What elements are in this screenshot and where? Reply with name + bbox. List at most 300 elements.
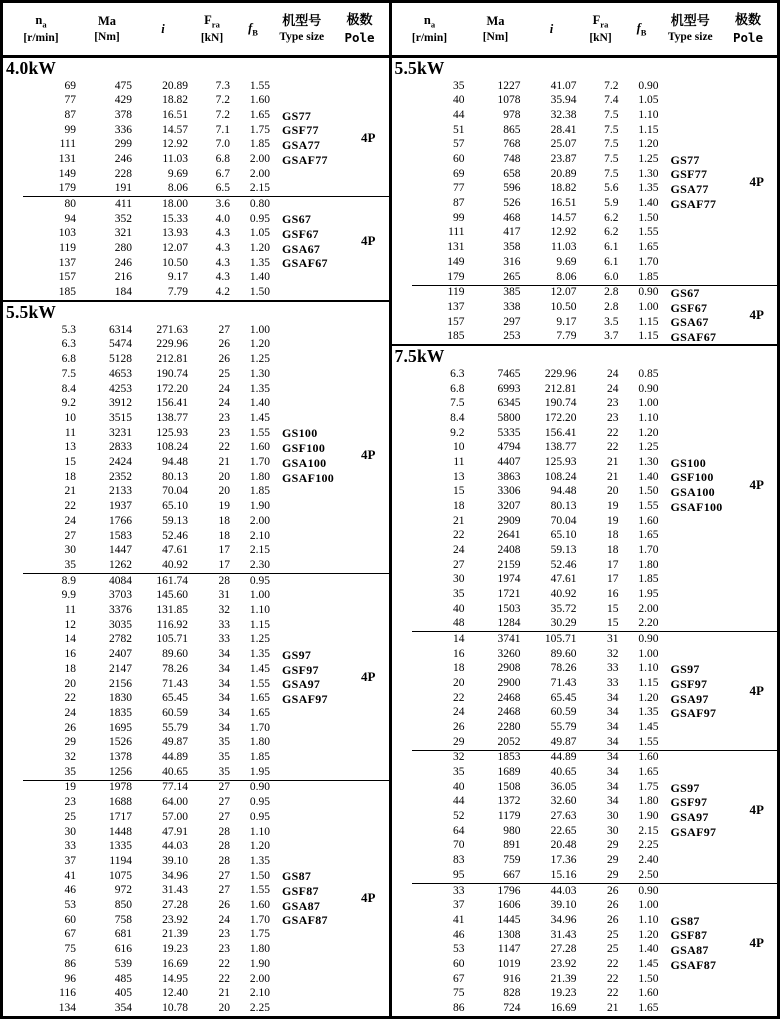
table-row bbox=[392, 226, 778, 241]
cell-na: 96 bbox=[64, 972, 76, 985]
cell-i: 23.87 bbox=[550, 153, 577, 166]
cell-type: GSAF77 bbox=[670, 196, 717, 211]
cell-fra: 33 bbox=[607, 677, 619, 690]
cell-i: 60.59 bbox=[162, 706, 188, 719]
cell-fra: 34 bbox=[218, 706, 230, 719]
cell-i: 16.69 bbox=[550, 1001, 577, 1014]
cell-i: 108.24 bbox=[544, 470, 577, 483]
cell-ma: 1194 bbox=[109, 854, 132, 867]
table-row bbox=[3, 470, 389, 485]
cell-ma: 724 bbox=[503, 1001, 521, 1014]
cell-i: 16.69 bbox=[162, 957, 188, 970]
cell-ma: 246 bbox=[114, 256, 132, 269]
cell-i: 271.63 bbox=[156, 323, 188, 336]
table-row bbox=[392, 854, 778, 869]
cell-ma: 354 bbox=[114, 1001, 132, 1014]
cell-fb: 2.10 bbox=[249, 529, 270, 542]
table-row bbox=[3, 397, 389, 412]
cell-fb: 1.65 bbox=[638, 1001, 659, 1014]
table-row bbox=[392, 587, 778, 602]
pole-label: 4P bbox=[749, 173, 764, 189]
cell-na: 7.5 bbox=[450, 397, 465, 410]
cell-fra: 34 bbox=[607, 691, 619, 704]
column-header-na bbox=[3, 12, 79, 45]
cell-fb: 1.00 bbox=[638, 647, 659, 660]
cell-na: 41 bbox=[64, 869, 76, 882]
cell-fb: 1.30 bbox=[638, 167, 659, 180]
cell-fra: 23 bbox=[218, 426, 230, 439]
cell-na: 60 bbox=[453, 153, 465, 166]
cell-i: 35.94 bbox=[550, 94, 577, 107]
cell-ma: 1147 bbox=[497, 943, 521, 956]
cell-na: 75 bbox=[453, 987, 465, 1000]
cell-ma: 828 bbox=[503, 987, 521, 1000]
cell-na: 16 bbox=[64, 648, 76, 661]
cell-fra: 7.1 bbox=[215, 123, 230, 136]
cell-fra: 29 bbox=[607, 854, 619, 867]
cell-ma: 1766 bbox=[109, 514, 132, 527]
table-row bbox=[3, 884, 389, 899]
cell-na: 14 bbox=[453, 633, 465, 646]
cell-fb: 1.15 bbox=[638, 123, 659, 136]
cell-na: 15 bbox=[453, 485, 465, 498]
table-row bbox=[392, 913, 778, 928]
table-row bbox=[392, 255, 778, 270]
cell-type: GSA100 bbox=[670, 485, 715, 500]
cell-i: 20.89 bbox=[162, 79, 188, 92]
cell-i: 77.14 bbox=[162, 781, 188, 794]
table-row bbox=[392, 972, 778, 987]
cell-i: 12.40 bbox=[162, 987, 188, 1000]
cell-i: 27.28 bbox=[162, 899, 188, 912]
cell-fra: 23 bbox=[218, 943, 230, 956]
cell-fb: 1.00 bbox=[249, 589, 270, 602]
cell-i: 78.26 bbox=[162, 662, 188, 675]
column-header-unit: Pole bbox=[344, 29, 375, 45]
cell-fra: 27 bbox=[218, 869, 230, 882]
table-row bbox=[3, 455, 389, 470]
cell-fb: 0.80 bbox=[249, 197, 270, 210]
cell-i: 80.13 bbox=[550, 499, 577, 512]
cell-i: 12.07 bbox=[550, 286, 577, 299]
cell-na: 83 bbox=[453, 854, 465, 867]
cell-fra: 7.2 bbox=[604, 79, 619, 92]
cell-ma: 1853 bbox=[497, 751, 521, 764]
cell-ma: 6345 bbox=[497, 397, 521, 410]
cell-fb: 1.90 bbox=[638, 810, 659, 823]
cell-i: 35.72 bbox=[550, 602, 577, 615]
cell-ma: 1721 bbox=[497, 588, 521, 601]
cell-fra: 7.3 bbox=[215, 79, 230, 92]
cell-i: 138.77 bbox=[156, 411, 188, 424]
table-row bbox=[392, 485, 778, 500]
cell-na: 48 bbox=[453, 617, 465, 630]
cell-type: GSAF100 bbox=[282, 470, 335, 485]
table-row bbox=[392, 241, 778, 256]
cell-fra: 3.7 bbox=[604, 330, 619, 343]
cell-type: GSAF67 bbox=[282, 256, 328, 271]
cell-fra: 34 bbox=[218, 692, 230, 705]
cell-fb: 2.25 bbox=[638, 839, 659, 852]
column-header-fb bbox=[233, 20, 273, 39]
cell-fb: 2.50 bbox=[638, 868, 659, 881]
cell-fb: 2.15 bbox=[638, 824, 659, 837]
cell-fra: 22 bbox=[607, 987, 619, 1000]
cell-ma: 768 bbox=[503, 138, 521, 151]
cell-na: 185 bbox=[58, 286, 76, 299]
cell-ma: 1335 bbox=[109, 840, 132, 853]
cell-fb: 1.50 bbox=[638, 485, 659, 498]
cell-type: GSA87 bbox=[282, 898, 321, 913]
cell-i: 212.81 bbox=[544, 382, 577, 395]
table-row bbox=[392, 182, 778, 197]
column-header-label: $f_B$ bbox=[248, 20, 258, 38]
cell-na: 27 bbox=[453, 558, 465, 571]
cell-na: 131 bbox=[447, 241, 465, 254]
cell-i: 71.43 bbox=[162, 677, 188, 690]
cell-ma: 1503 bbox=[497, 602, 521, 615]
cell-ma: 5128 bbox=[109, 353, 132, 366]
cell-na: 23 bbox=[64, 796, 76, 809]
cell-fra: 6.1 bbox=[604, 241, 619, 254]
cell-na: 40 bbox=[453, 780, 465, 793]
cell-i: 71.43 bbox=[550, 677, 577, 690]
table-row bbox=[3, 182, 389, 197]
cell-ma: 1526 bbox=[109, 736, 132, 749]
cell-fb: 1.70 bbox=[638, 544, 659, 556]
cell-fra: 18 bbox=[607, 544, 619, 556]
cell-type: GSA100 bbox=[282, 455, 327, 470]
cell-na: 22 bbox=[64, 500, 76, 513]
power-section bbox=[3, 58, 389, 300]
cell-na: 5.3 bbox=[61, 323, 76, 336]
cell-na: 51 bbox=[453, 123, 465, 136]
cell-fb: 1.70 bbox=[249, 456, 270, 469]
table-row bbox=[392, 543, 778, 558]
cell-fb: 1.20 bbox=[638, 691, 659, 704]
cell-i: 31.43 bbox=[550, 928, 577, 941]
cell-i: 190.74 bbox=[544, 397, 577, 410]
cell-i: 161.74 bbox=[156, 574, 188, 587]
cell-fra: 32 bbox=[607, 647, 619, 660]
cell-ma: 1445 bbox=[497, 913, 521, 926]
cell-ma: 1835 bbox=[109, 706, 132, 719]
cell-ma: 3515 bbox=[109, 411, 132, 424]
table-row bbox=[392, 780, 778, 795]
cell-fra: 33 bbox=[218, 633, 230, 646]
cell-ma: 1688 bbox=[109, 796, 132, 809]
table-row bbox=[3, 736, 389, 751]
cell-ma: 338 bbox=[503, 300, 521, 313]
cell-na: 67 bbox=[453, 972, 465, 985]
cell-fra: 17 bbox=[218, 558, 230, 571]
column-header-label: Ma bbox=[486, 14, 505, 29]
table-row bbox=[3, 426, 389, 441]
cell-na: 149 bbox=[447, 255, 465, 268]
cell-fb: 2.00 bbox=[249, 167, 270, 180]
table-row bbox=[3, 677, 389, 692]
cell-i: 34.96 bbox=[162, 869, 188, 882]
cell-i: 9.17 bbox=[167, 271, 188, 284]
cell-na: 44 bbox=[453, 795, 465, 808]
cell-fra: 21 bbox=[607, 455, 619, 468]
cell-i: 65.10 bbox=[550, 529, 577, 542]
column-header-unit: [kN] bbox=[200, 31, 224, 44]
table-row bbox=[392, 573, 778, 588]
cell-fra: 31 bbox=[218, 589, 230, 602]
cell-na: 15 bbox=[64, 456, 76, 469]
table-row bbox=[3, 928, 389, 943]
cell-na: 9.2 bbox=[450, 426, 465, 439]
table-row bbox=[392, 632, 778, 647]
cell-fra: 4.2 bbox=[215, 286, 230, 299]
cell-ma: 2407 bbox=[109, 648, 132, 661]
column-header-label: $n_a$ bbox=[423, 13, 436, 30]
cell-type: GSAF97 bbox=[670, 824, 717, 839]
cell-ma: 316 bbox=[503, 255, 521, 268]
cell-fra: 22 bbox=[607, 426, 619, 439]
cell-fb: 1.35 bbox=[249, 382, 270, 395]
section-title: 7.5kW bbox=[394, 346, 445, 367]
cell-ma: 1378 bbox=[109, 751, 132, 764]
cell-fb: 1.60 bbox=[249, 441, 270, 454]
cell-fra: 4.3 bbox=[215, 227, 230, 240]
cell-na: 10 bbox=[453, 441, 465, 454]
cell-type: GS100 bbox=[282, 426, 318, 441]
cell-ma: 681 bbox=[114, 928, 132, 941]
cell-ma: 1284 bbox=[497, 617, 521, 630]
cell-na: 6.3 bbox=[61, 338, 76, 351]
cell-type: GSA97 bbox=[282, 677, 321, 692]
pole-label: 4P bbox=[361, 447, 376, 463]
cell-fra: 34 bbox=[607, 766, 619, 779]
cell-fb: 1.25 bbox=[638, 153, 659, 166]
cell-ma: 280 bbox=[114, 242, 132, 254]
cell-type: GSF77 bbox=[282, 123, 319, 138]
cell-ma: 336 bbox=[114, 123, 132, 136]
cell-na: 179 bbox=[58, 182, 76, 195]
cell-fra: 22 bbox=[218, 957, 230, 970]
cell-na: 30 bbox=[64, 544, 76, 557]
cell-type: GS97 bbox=[670, 780, 700, 795]
data-block bbox=[3, 79, 389, 196]
cell-ma: 265 bbox=[503, 270, 521, 283]
cell-fra: 6.5 bbox=[215, 182, 230, 195]
table-half-left bbox=[3, 3, 392, 1016]
column-header-unit: [r/min] bbox=[23, 31, 59, 44]
table-row bbox=[3, 957, 389, 972]
table-row bbox=[392, 367, 778, 382]
cell-na: 35 bbox=[453, 766, 465, 779]
table-row bbox=[3, 750, 389, 765]
cell-i: 9.69 bbox=[167, 167, 188, 180]
cell-i: 40.92 bbox=[550, 588, 577, 601]
cell-fb: 1.00 bbox=[638, 899, 659, 912]
column-header-label: $f_B$ bbox=[636, 20, 647, 38]
cell-type: GSF67 bbox=[670, 300, 708, 315]
cell-fra: 35 bbox=[218, 765, 230, 778]
cell-fra: 3.6 bbox=[215, 197, 230, 210]
cell-fra: 21 bbox=[218, 987, 230, 1000]
table-row bbox=[392, 706, 778, 721]
table-row bbox=[3, 212, 389, 227]
cell-na: 149 bbox=[58, 167, 76, 180]
cell-fb: 0.90 bbox=[638, 286, 659, 299]
cell-fra: 6.7 bbox=[215, 167, 230, 180]
cell-fb: 0.95 bbox=[249, 212, 270, 225]
cell-ma: 1179 bbox=[497, 810, 521, 823]
table-row bbox=[3, 692, 389, 707]
cell-na: 32 bbox=[453, 751, 465, 764]
table-row bbox=[3, 411, 389, 426]
cell-fb: 0.95 bbox=[249, 796, 270, 809]
column-header-label: 极数 bbox=[346, 12, 373, 28]
cell-ma: 2408 bbox=[497, 544, 521, 556]
cell-ma: 3912 bbox=[109, 397, 132, 410]
cell-i: 31.43 bbox=[162, 884, 188, 897]
cell-na: 18 bbox=[453, 499, 465, 512]
cell-na: 8.9 bbox=[61, 574, 76, 587]
cell-fra: 4.3 bbox=[215, 242, 230, 254]
cell-type: GSAF67 bbox=[670, 330, 717, 345]
cell-na: 134 bbox=[58, 1001, 76, 1014]
table-row bbox=[3, 338, 389, 353]
table-row bbox=[392, 108, 778, 123]
cell-fra: 7.5 bbox=[604, 138, 619, 151]
cell-fra: 34 bbox=[218, 648, 230, 661]
table-row bbox=[3, 840, 389, 855]
cell-ma: 1372 bbox=[497, 795, 521, 808]
table-row bbox=[392, 1001, 778, 1016]
table-half-right bbox=[392, 3, 778, 1016]
table-row bbox=[3, 913, 389, 928]
cell-fb: 1.65 bbox=[249, 692, 270, 705]
cell-fb: 0.95 bbox=[249, 810, 270, 823]
cell-fra: 20 bbox=[607, 485, 619, 498]
cell-na: 157 bbox=[58, 271, 76, 284]
cell-type: GSF87 bbox=[670, 928, 708, 943]
cell-na: 6.3 bbox=[450, 367, 465, 380]
cell-fb: 1.50 bbox=[638, 211, 659, 224]
table-row bbox=[392, 300, 778, 315]
cell-fra: 27 bbox=[218, 796, 230, 809]
column-header-label: $F_{ra}$ bbox=[592, 13, 609, 30]
column-header-pole bbox=[719, 12, 777, 46]
cell-na: 29 bbox=[64, 736, 76, 749]
cell-fra: 28 bbox=[218, 825, 230, 838]
cell-ma: 7465 bbox=[497, 367, 521, 380]
cell-na: 40 bbox=[453, 94, 465, 107]
cell-fb: 2.40 bbox=[638, 854, 659, 867]
cell-na: 60 bbox=[64, 913, 76, 926]
cell-fb: 1.20 bbox=[249, 338, 270, 351]
cell-i: 64.00 bbox=[162, 796, 188, 809]
cell-na: 137 bbox=[447, 300, 465, 313]
cell-ma: 411 bbox=[115, 197, 132, 210]
cell-type: GSAF100 bbox=[670, 499, 723, 514]
cell-na: 57 bbox=[453, 138, 465, 151]
cell-i: 12.07 bbox=[162, 242, 188, 254]
column-header-ma bbox=[468, 13, 524, 44]
column-header-unit: [kN] bbox=[589, 31, 612, 44]
cell-i: 18.82 bbox=[550, 182, 577, 195]
cell-fra: 6.8 bbox=[215, 152, 230, 165]
cell-fb: 2.00 bbox=[249, 972, 270, 985]
table-row bbox=[3, 781, 389, 796]
cell-ma: 5800 bbox=[497, 411, 521, 424]
cell-na: 9.9 bbox=[61, 589, 76, 602]
cell-ma: 3306 bbox=[497, 485, 521, 498]
cell-fra: 18 bbox=[218, 514, 230, 527]
cell-fb: 1.20 bbox=[638, 928, 659, 941]
data-block bbox=[3, 323, 389, 573]
cell-na: 52 bbox=[453, 810, 465, 823]
column-header-label: $n_a$ bbox=[35, 13, 47, 30]
cell-fra: 24 bbox=[218, 397, 230, 410]
cell-fra: 18 bbox=[607, 529, 619, 542]
cell-ma: 850 bbox=[114, 899, 132, 912]
cell-fra: 17 bbox=[218, 544, 230, 557]
cell-type: GSA67 bbox=[670, 315, 709, 330]
cell-fra: 34 bbox=[607, 721, 619, 734]
cell-na: 137 bbox=[58, 256, 76, 269]
table-row bbox=[392, 411, 778, 426]
cell-type: GSA77 bbox=[670, 182, 709, 197]
cell-i: 21.39 bbox=[550, 972, 577, 985]
cell-ma: 1583 bbox=[109, 529, 132, 542]
cell-fra: 17 bbox=[607, 573, 619, 586]
column-header-i bbox=[524, 21, 580, 37]
section-title: 5.5kW bbox=[394, 58, 445, 78]
table-row bbox=[3, 167, 389, 182]
cell-fb: 1.55 bbox=[249, 426, 270, 439]
cell-i: 138.77 bbox=[544, 441, 577, 454]
cell-fb: 1.25 bbox=[249, 633, 270, 646]
cell-fra: 26 bbox=[218, 338, 230, 351]
cell-fra: 29 bbox=[607, 868, 619, 881]
cell-fra: 26 bbox=[218, 899, 230, 912]
cell-type: GSF87 bbox=[282, 884, 319, 899]
cell-na: 37 bbox=[64, 854, 76, 867]
cell-i: 9.69 bbox=[556, 255, 577, 268]
cell-i: 145.60 bbox=[156, 589, 188, 602]
cell-fb: 1.00 bbox=[249, 323, 270, 336]
table-row bbox=[3, 285, 389, 300]
table-row bbox=[3, 618, 389, 633]
cell-na: 69 bbox=[453, 167, 465, 180]
cell-i: 7.79 bbox=[167, 286, 188, 299]
column-header-unit: Pole bbox=[732, 29, 764, 45]
cell-na: 119 bbox=[59, 242, 76, 254]
cell-ma: 352 bbox=[114, 212, 132, 225]
cell-type: GS67 bbox=[282, 212, 312, 227]
cell-fb: 0.90 bbox=[638, 633, 659, 646]
cell-i: 10.50 bbox=[550, 300, 577, 313]
cell-fb: 1.20 bbox=[638, 426, 659, 439]
cell-fb: 1.75 bbox=[249, 928, 270, 941]
cell-na: 26 bbox=[64, 721, 76, 734]
cell-ma: 299 bbox=[114, 138, 132, 151]
cell-fb: 1.55 bbox=[638, 226, 659, 239]
cell-type: GS100 bbox=[670, 455, 707, 470]
cell-fb: 1.85 bbox=[638, 573, 659, 586]
cell-na: 21 bbox=[64, 485, 76, 498]
cell-ma: 475 bbox=[114, 79, 132, 92]
cell-fb: 1.85 bbox=[249, 138, 270, 151]
table-row bbox=[3, 138, 389, 153]
table-row bbox=[3, 123, 389, 138]
cell-type: GSA97 bbox=[670, 809, 709, 824]
